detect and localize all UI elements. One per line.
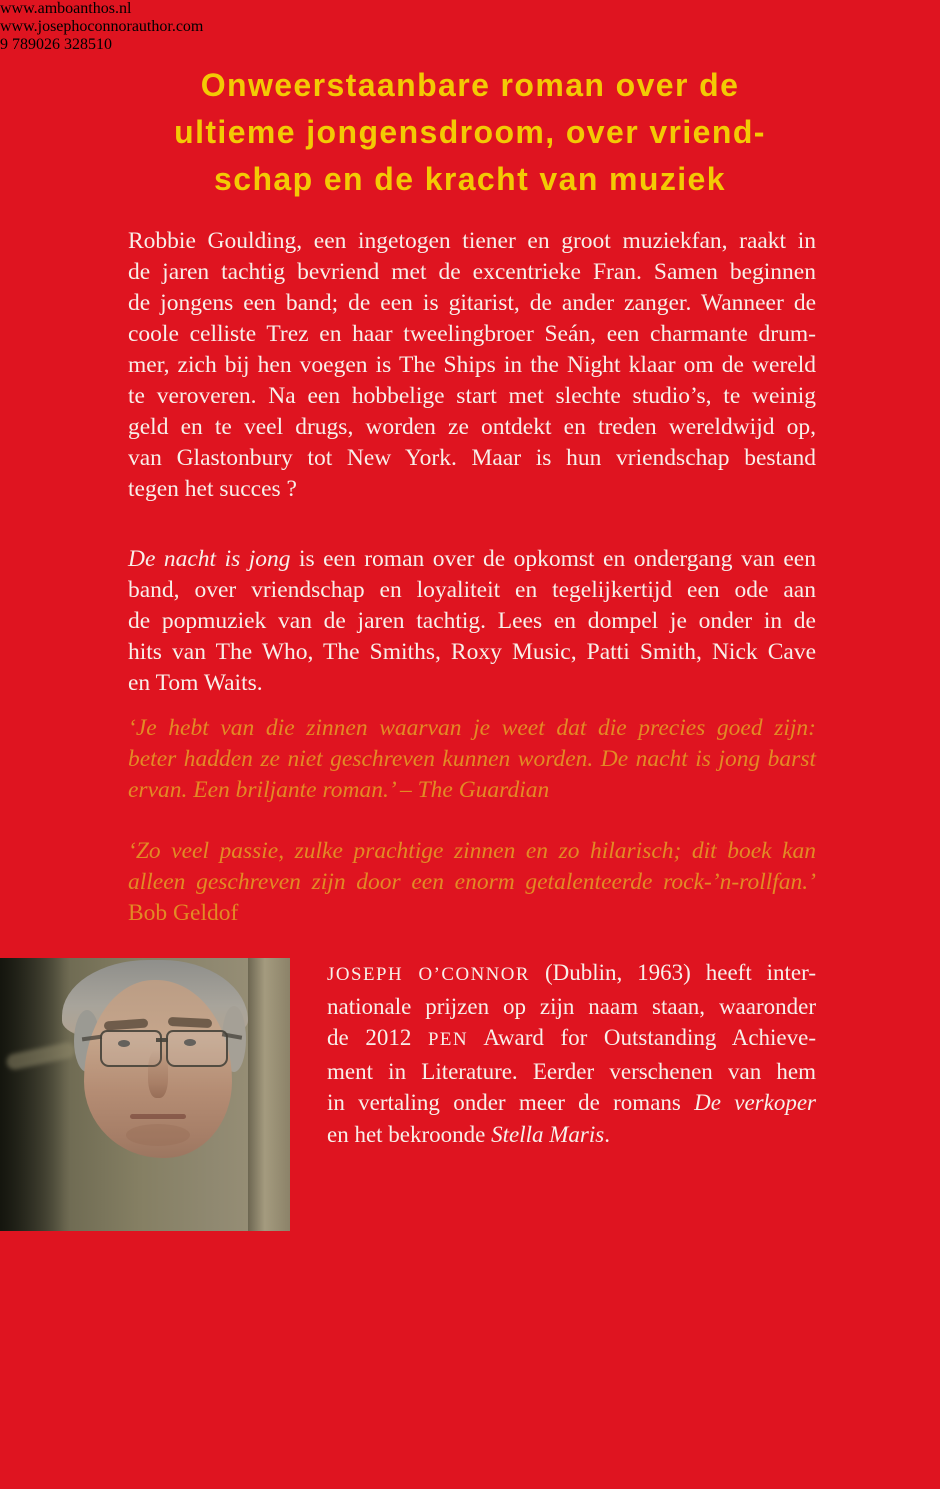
geldof-quote: ‘Zo veel passie, zulke prachtige zinnen en zo hilarisch; dit boek kan alleen geschreven zijn door een enorm getalenteerde rock-’n-rollfan.’ Bob Geldof bbox=[128, 838, 816, 926]
isbn-number: 9 789026 328510 bbox=[0, 36, 112, 53]
glasses-bridge bbox=[156, 1038, 168, 1042]
photo-background-band bbox=[248, 958, 290, 1231]
synopsis-paragraph-2: De nacht is jong is een roman over de opkomst en ondergang van een band, over vriendschap en loyaliteit en tegelijkertijd een ode aan de popmuziek van de jaren tachtig. Lees en dompel je onder in de hits van The Who, The Smiths, Roxy Music, Patti Smith, Nick Cave en Tom Waits. bbox=[128, 546, 816, 696]
author-mouth bbox=[130, 1114, 186, 1119]
author-neck bbox=[128, 1134, 190, 1186]
website-author: www.josephoconnorauthor.com bbox=[0, 18, 204, 35]
glasses-lens-right bbox=[166, 1030, 228, 1067]
website-amboanthos: www.amboanthos.nl bbox=[0, 0, 132, 17]
synopsis-paragraph-1: Robbie Goulding, een ingetogen tiener en groot muziekfan, raakt in de jaren tachtig bevriend met de excentrieke Fran. Samen beginnen de jongens een band; de een is gitarist, de ander zanger. Wanneer de coole celliste Trez en haar tweelingbroer Seán, een charmante drum- mer, zich bij hen voegen is The Ships in the Night klaar om de wereld te veroveren. Na een hobbelige start met slechte studio’s, te weinig geld en te veel drugs, worden ze ontdekt en treden wereldwijd op, van Glastonbury tot New York. Maar is hun vriendschap bestand tegen het succes ? bbox=[128, 228, 816, 502]
barcode bbox=[0, 36, 940, 54]
photo-background-shadow bbox=[0, 958, 70, 1231]
publisher-websites bbox=[0, 0, 940, 36]
guardian-quote: ‘Je hebt van die zinnen waarvan je weet dat die precies goed zijn: beter hadden ze niet geschreven kunnen worden. De nacht is jong barst ervan. Een briljante roman.’ – The Guardian bbox=[128, 715, 816, 803]
author-bio: JOSEPH O’CONNOR (Dublin, 1963) heeft inter- nationale prijzen op zijn naam staan, waaronder de 2012 PEN Award for Outstanding Achieve- ment in Literature. Eerder verschenen van hem in vertaling onder meer de romans De verkoper en het bekroonde Stella Maris. bbox=[327, 960, 817, 1147]
headline: Onweerstaanbare roman over de ultieme jongensdroom, over vriend- schap en de kracht van muziek bbox=[174, 67, 766, 197]
author-photo bbox=[0, 958, 290, 1231]
author-nose bbox=[148, 1050, 168, 1098]
